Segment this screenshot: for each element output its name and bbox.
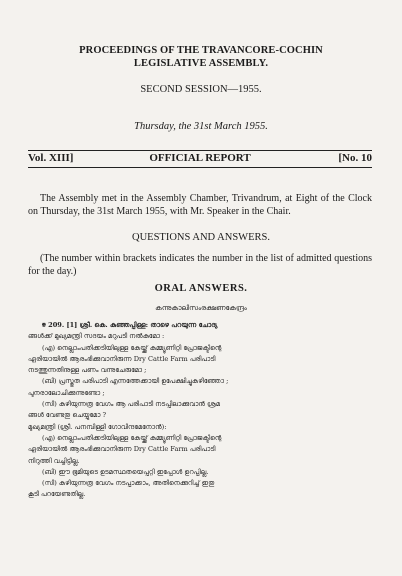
volume-label: Vol. XIII]: [28, 152, 74, 164]
body-line: (ബി) ഈ ഭൂമിയുടെ ഉടമസ്ഥതയെപ്പറ്റി ഇപ്പോൾ ഉറപ്പില്ല.: [42, 467, 209, 476]
body-line: നടത്തുന്നതിനുള്ള പണം വന്നുചേരുമോ ;: [28, 366, 147, 375]
session-heading: SECOND SESSION—1955.: [140, 84, 262, 95]
questions-heading: QUESTIONS AND ANSWERS.: [132, 232, 270, 243]
title-line-1: PROCEEDINGS OF THE TRAVANCORE-COCHIN: [79, 45, 323, 56]
body-line: (എ) നെല്ലാംപതിക്കടിയിലുള്ള കേയ്ക്ക് കമ്മ്യൂണിറ്റി പ്രോജക്ടിന്റെ: [42, 343, 222, 352]
body-line: ങ്ങൾ വേണ്ടതു ചെയ്യുമോ ?: [28, 411, 107, 420]
session-date: Thursday, the 31st March 1955.: [134, 121, 268, 132]
official-report-label: OFFICIAL REPORT: [149, 152, 251, 164]
note-paragraph: (The number within brackets indicates the number in the list of admitted questions for the day.): [28, 253, 372, 277]
question-body: [28, 320, 374, 501]
body-line: പുനരാലോചിക്കുന്നുണ്ടോ ;: [28, 388, 105, 397]
body-line: (സി) കഴിയുന്നത്ര വേഗം ആ പരിപാടി നടപ്പിലാക്കുവാൻ ശ്രമ: [42, 400, 221, 409]
body-line: ഏരിയായിൽ ആരംഭിക്കുവാനിരുന്ന Dry Cattle Farm പരിപാടി: [28, 354, 216, 363]
document-title: [0, 44, 402, 70]
body-line: (സി) കഴിയുന്നത്ര വേഗം നടപ്പാക്കാം, അതിനെക്കുറിച്ച് ഇതു: [42, 479, 215, 488]
title-line-2: LEGISLATIVE ASSEMBLY.: [133, 58, 269, 69]
body-line: നിറുത്തി വച്ചിട്ടില്ല.: [28, 456, 80, 465]
report-bar: [28, 150, 372, 168]
intro-paragraph: The Assembly met in the Assembly Chamber, Trivandrum, at Eight of the Clock on Thursday, the 31st March 1955, with Mr. Speaker in the Chair.: [28, 193, 372, 217]
question-subheading: കന്നുകാലിസംരക്ഷണകേന്ദ്രം: [155, 304, 247, 312]
oral-answers-heading: ORAL ANSWERS.: [154, 283, 248, 294]
body-line: (ബി) പ്രസ്തുത പരിപാടി എന്നത്തേക്കായി ഉപേക്ഷിച്ചുകഴിഞ്ഞോ ;: [42, 377, 229, 386]
body-line: കൂടി പറയേണ്ടതില്ല.: [28, 490, 86, 499]
body-line: ഏരിയായിൽ ആരംഭിക്കുവാനിരുന്ന Dry Cattle Farm പരിപാടി: [28, 445, 216, 454]
body-line: മുഖ്യമന്ത്രി (ശ്രീ. പനമ്പിള്ളി ഗോവിന്ദമേനോൻ):: [28, 422, 167, 431]
body-line: ങ്ങൾക്ക് മുഖ്യമന്ത്രി സദയം മറുപടി നൽകുമോ :: [28, 332, 165, 341]
body-line: (എ) നെല്ലാംപതിക്കടിയിലുള്ള കേയ്ക്ക് കമ്മ്യൂണിറ്റി പ്രോജക്ടിന്റെ: [42, 433, 222, 442]
issue-number: [No. 10: [338, 152, 372, 164]
body-line: ✠ 209. [1] ശ്രീ. കെ. കുഞ്ഞപ്പിള്ള: താഴെ പറയുന്ന ചോദ്യ: [42, 321, 218, 329]
